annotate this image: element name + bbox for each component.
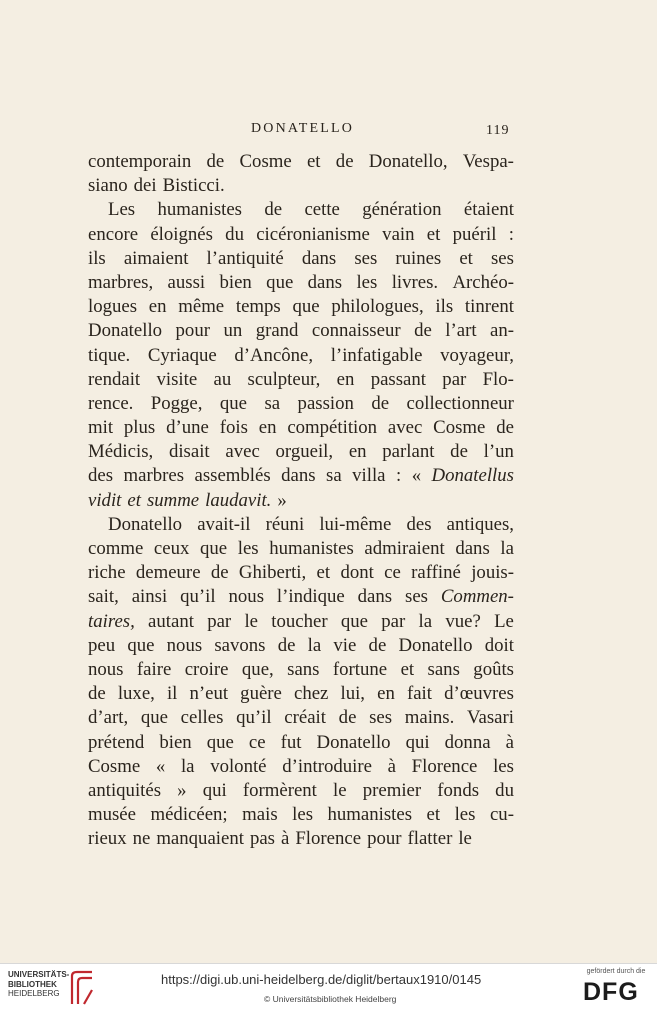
word: passant [370, 368, 426, 390]
word: antiques, [446, 513, 514, 535]
word: voyageur, [440, 344, 514, 366]
word: de [338, 707, 357, 729]
word: en [348, 441, 367, 463]
word: « [411, 465, 422, 487]
page-number: 119 [486, 123, 510, 138]
word: Cosme [239, 151, 292, 172]
word: la [418, 610, 433, 632]
word: Cosme [433, 417, 486, 439]
text-line [88, 706, 514, 730]
text-line [88, 610, 514, 634]
word: Ghiberti, [238, 562, 307, 584]
word: faire [136, 658, 172, 680]
word: Flo- [482, 368, 514, 390]
word: ce [248, 731, 266, 753]
word: bien [159, 731, 192, 753]
word: : [508, 223, 514, 245]
university-library-logo[interactable] [8, 970, 98, 1006]
institution-name [8, 970, 69, 999]
word: du [225, 223, 244, 245]
word: humanistes [157, 199, 242, 221]
word: » [177, 779, 187, 801]
word: flatter [407, 828, 453, 850]
word: les [356, 271, 378, 293]
word: l’art [445, 320, 477, 342]
text-line [88, 537, 514, 561]
word: Cyriaque [147, 344, 217, 366]
word: luxe, [117, 683, 155, 705]
word: visite [156, 368, 198, 390]
word: le [244, 610, 259, 632]
word: demeure [135, 562, 201, 584]
word: goûts [473, 658, 514, 680]
word: de [206, 151, 225, 172]
word: humanistes [269, 538, 354, 559]
word: et [306, 151, 321, 172]
body-text [88, 150, 514, 851]
word: passion [297, 392, 354, 414]
word: rence. [88, 392, 134, 414]
word: mais [242, 804, 278, 826]
university-mark-icon [68, 970, 96, 1006]
footer-bar [0, 963, 657, 1011]
text-line [88, 489, 514, 513]
word: philologues, [331, 296, 424, 318]
word: et [400, 658, 415, 680]
word: que, [241, 658, 274, 680]
running-title: DONATELLO [251, 121, 355, 136]
word: Cosme [88, 755, 141, 777]
word: Commen- [440, 586, 514, 608]
word: musée [88, 804, 136, 826]
word: Florence [411, 755, 478, 777]
word: peu [88, 634, 116, 656]
word: jouis- [471, 562, 514, 584]
word: aussi [167, 271, 206, 293]
word: pas [249, 828, 275, 850]
text-line [88, 368, 514, 392]
word: plus [123, 417, 156, 439]
word: contemporain [88, 151, 192, 172]
word: la [307, 634, 322, 656]
word: à [281, 828, 290, 850]
word: sa [264, 392, 281, 414]
word: n’eut [189, 683, 229, 705]
word: génération [362, 199, 442, 221]
word: Les [108, 199, 136, 221]
text-line [88, 755, 514, 779]
running-head [0, 121, 657, 141]
word: an- [490, 320, 514, 342]
word: que [292, 296, 320, 318]
word: par [442, 368, 467, 390]
word: cicéronianisme [256, 223, 370, 245]
word: rendait [88, 368, 141, 390]
word: ne [132, 828, 151, 850]
text-line [88, 344, 514, 368]
text-line [88, 658, 514, 682]
word: Donatello [398, 634, 473, 656]
word: Florence [295, 828, 362, 850]
word: d’œuvres [444, 683, 514, 705]
word: pour [175, 320, 210, 342]
word: du [495, 779, 514, 801]
word: que [266, 271, 294, 293]
word: ses [405, 586, 428, 608]
word: formèrent [242, 779, 317, 801]
word: donna [444, 731, 491, 753]
word: comme [88, 538, 144, 559]
word: antiquités [88, 779, 162, 801]
word: en [377, 683, 395, 705]
word: la [500, 538, 514, 559]
word: cette [304, 199, 340, 221]
word: riche [88, 562, 126, 584]
word: nous [88, 658, 124, 680]
word: dans [357, 586, 393, 608]
word: il [166, 683, 178, 705]
text-line [88, 682, 514, 706]
word: fut [280, 731, 302, 753]
word: pour [367, 828, 402, 850]
word: encore [88, 223, 139, 245]
word: que [340, 610, 368, 632]
word: en [258, 417, 277, 439]
text-line [88, 150, 514, 174]
word: sait, [88, 586, 119, 608]
word: Pogge, [150, 392, 203, 414]
word: fonds [437, 779, 480, 801]
word: vue? [445, 610, 481, 632]
text-line [88, 634, 514, 658]
word: qui [202, 779, 227, 801]
word: qu’il [180, 586, 216, 608]
word: de [335, 151, 354, 172]
word: les [454, 804, 476, 826]
word: que [206, 731, 234, 753]
text-line [88, 803, 514, 827]
word: l’antiquité [206, 247, 284, 269]
word: bien [219, 271, 252, 293]
word: en [336, 368, 355, 390]
word: collectionneur [406, 392, 514, 414]
word: marbres [123, 465, 185, 487]
word: fait [406, 683, 432, 705]
word: l’infatigable [330, 344, 423, 366]
word: d’art, [88, 707, 129, 729]
word: à [505, 731, 514, 753]
word: sans [427, 658, 460, 680]
word: mains. [404, 707, 455, 729]
word: et [426, 804, 441, 826]
word: grand [255, 320, 299, 342]
word: connaisseur [311, 320, 401, 342]
word: mit [88, 417, 114, 439]
word: et [426, 223, 441, 245]
word: que [219, 392, 248, 414]
word: savons [214, 634, 266, 656]
word: en [148, 296, 167, 318]
word: de [264, 199, 283, 221]
word: Vespa- [462, 151, 514, 172]
word: Médicis, [88, 441, 154, 463]
dfg-logo: DFG [583, 978, 639, 1006]
text-line [88, 827, 514, 851]
word: sa [326, 465, 342, 487]
text-line [88, 561, 514, 585]
word: vidit [88, 489, 122, 511]
word: créait [284, 707, 326, 729]
word: d’introduire [282, 755, 372, 777]
word: dans [281, 465, 316, 487]
word: d’une [166, 417, 209, 439]
word: orgueil, [275, 441, 334, 463]
word: à [387, 755, 396, 777]
word: parlant [382, 441, 435, 463]
institution-line-2: BIBLIOTHEK [8, 979, 57, 989]
word: Donatello [316, 731, 391, 753]
word: assemblés [194, 465, 271, 487]
word: réuni [265, 513, 305, 535]
word: tinrent [464, 296, 514, 318]
word: disait [168, 441, 210, 463]
text-line [88, 440, 514, 464]
word: Donatello [108, 513, 183, 535]
word: Bisticci. [162, 175, 225, 197]
word: nous [228, 586, 264, 608]
word: cu- [489, 804, 514, 826]
text-line [88, 319, 514, 343]
text-line [88, 464, 514, 488]
word: même [178, 296, 225, 318]
word: au [213, 368, 232, 390]
word: avait-il [197, 513, 251, 535]
word: ses [354, 247, 378, 269]
word: raffiné [411, 562, 461, 584]
word: que [200, 538, 228, 559]
word: Donatello, [368, 151, 448, 172]
word: fortune [332, 658, 388, 680]
text-line [88, 416, 514, 440]
word: siano [88, 175, 128, 197]
word: taires, [88, 610, 135, 632]
word: de [277, 634, 296, 656]
word: Archéo- [452, 271, 514, 293]
word: vain [382, 223, 415, 245]
word: humanistes [327, 804, 413, 826]
word: par [381, 610, 406, 632]
word: prétend [88, 731, 145, 753]
text-line [88, 513, 514, 537]
word: lui-même [319, 513, 392, 535]
text-line [88, 247, 514, 271]
word: de [496, 417, 514, 439]
word: ceux [153, 538, 190, 559]
word: nous [166, 634, 203, 656]
word: éloignés [150, 223, 213, 245]
word: ruines [395, 247, 442, 269]
word: fois [219, 417, 248, 439]
word: villa [352, 465, 386, 487]
text-line [88, 585, 514, 609]
word: et [316, 562, 331, 584]
word: » [277, 489, 287, 511]
word: sans [287, 658, 320, 680]
text-line [88, 174, 514, 198]
word: et [127, 489, 141, 511]
word: de [88, 683, 106, 705]
word: compétition [287, 417, 378, 439]
word: qu’il [236, 707, 272, 729]
word: dont [340, 562, 374, 584]
institution-line-1: UNIVERSITÄTS- [8, 970, 70, 979]
word: puéril [452, 223, 497, 245]
word: avec [387, 417, 423, 439]
word: temps [235, 296, 281, 318]
word: doit [484, 634, 514, 656]
word: ses [369, 707, 393, 729]
word: Vasari [467, 707, 514, 729]
word: de [368, 634, 387, 656]
word: Donatello [88, 320, 163, 342]
word: dans [455, 538, 490, 559]
word: par [207, 610, 232, 632]
word: l’un [483, 441, 514, 463]
word: ses [490, 247, 514, 269]
word: et [459, 247, 473, 269]
word: les [292, 804, 314, 826]
word: croire [184, 658, 229, 680]
word: de [210, 562, 229, 584]
word: livres. [391, 271, 439, 293]
word: d’Ancône, [234, 344, 314, 366]
word: tique. [88, 344, 131, 366]
word: dans [301, 247, 337, 269]
word: que [140, 707, 168, 729]
word: le [333, 779, 347, 801]
word: volonté [210, 755, 267, 777]
word: sculpteur, [247, 368, 321, 390]
word: que [127, 634, 155, 656]
word: la [180, 755, 195, 777]
copyright-notice: © Universitätsbibliothek Heidelberg [264, 994, 397, 1004]
word: l’indique [276, 586, 345, 608]
word: lui, [340, 683, 366, 705]
permalink-url[interactable]: https://digi.ub.uni-heidelberg.de/diglit/bertaux1910/0145 [161, 972, 482, 987]
word: de [371, 392, 390, 414]
word: logues [88, 296, 138, 318]
word: vie [333, 634, 357, 656]
word: avec [225, 441, 260, 463]
word: celles [180, 707, 224, 729]
text-line [88, 731, 514, 755]
word: summe [146, 489, 200, 511]
word: : [396, 465, 402, 487]
word: chez [293, 683, 329, 705]
word: guère [240, 683, 282, 705]
word: dans [307, 271, 343, 293]
word: dei [133, 175, 157, 197]
word: ainsi [131, 586, 168, 608]
word: des [406, 513, 432, 535]
text-line [88, 392, 514, 416]
funding-caption: gefördert durch die [586, 968, 646, 975]
dfg-funding-logo[interactable] [583, 968, 649, 1008]
word: le [458, 828, 472, 850]
word: admiraient [364, 538, 445, 559]
word: un [223, 320, 243, 342]
word: ils [435, 296, 454, 318]
word: marbres, [88, 271, 154, 293]
word: étaient [463, 199, 514, 221]
word: rieux [88, 828, 127, 850]
word: de [414, 320, 432, 342]
word: premier [362, 779, 422, 801]
text-line [88, 779, 514, 803]
word: autant [148, 610, 194, 632]
word: Le [494, 610, 514, 632]
word: manquaient [156, 828, 244, 850]
word: de [450, 441, 468, 463]
word: ce [384, 562, 401, 584]
word: Donatellus [431, 465, 514, 487]
word: médicéen; [150, 804, 228, 826]
word: ils [88, 247, 106, 269]
word: laudavit. [205, 489, 272, 511]
text-line [88, 223, 514, 247]
word: qui [405, 731, 430, 753]
text-line [88, 271, 514, 295]
text-line [88, 295, 514, 319]
word: aimaient [123, 247, 189, 269]
institution-line-3: HEIDELBERG [8, 989, 60, 998]
word: des [88, 465, 114, 487]
text-line [88, 198, 514, 222]
word: « [155, 755, 166, 777]
word: toucher [271, 610, 328, 632]
word: les [493, 755, 514, 777]
word: les [237, 538, 259, 559]
